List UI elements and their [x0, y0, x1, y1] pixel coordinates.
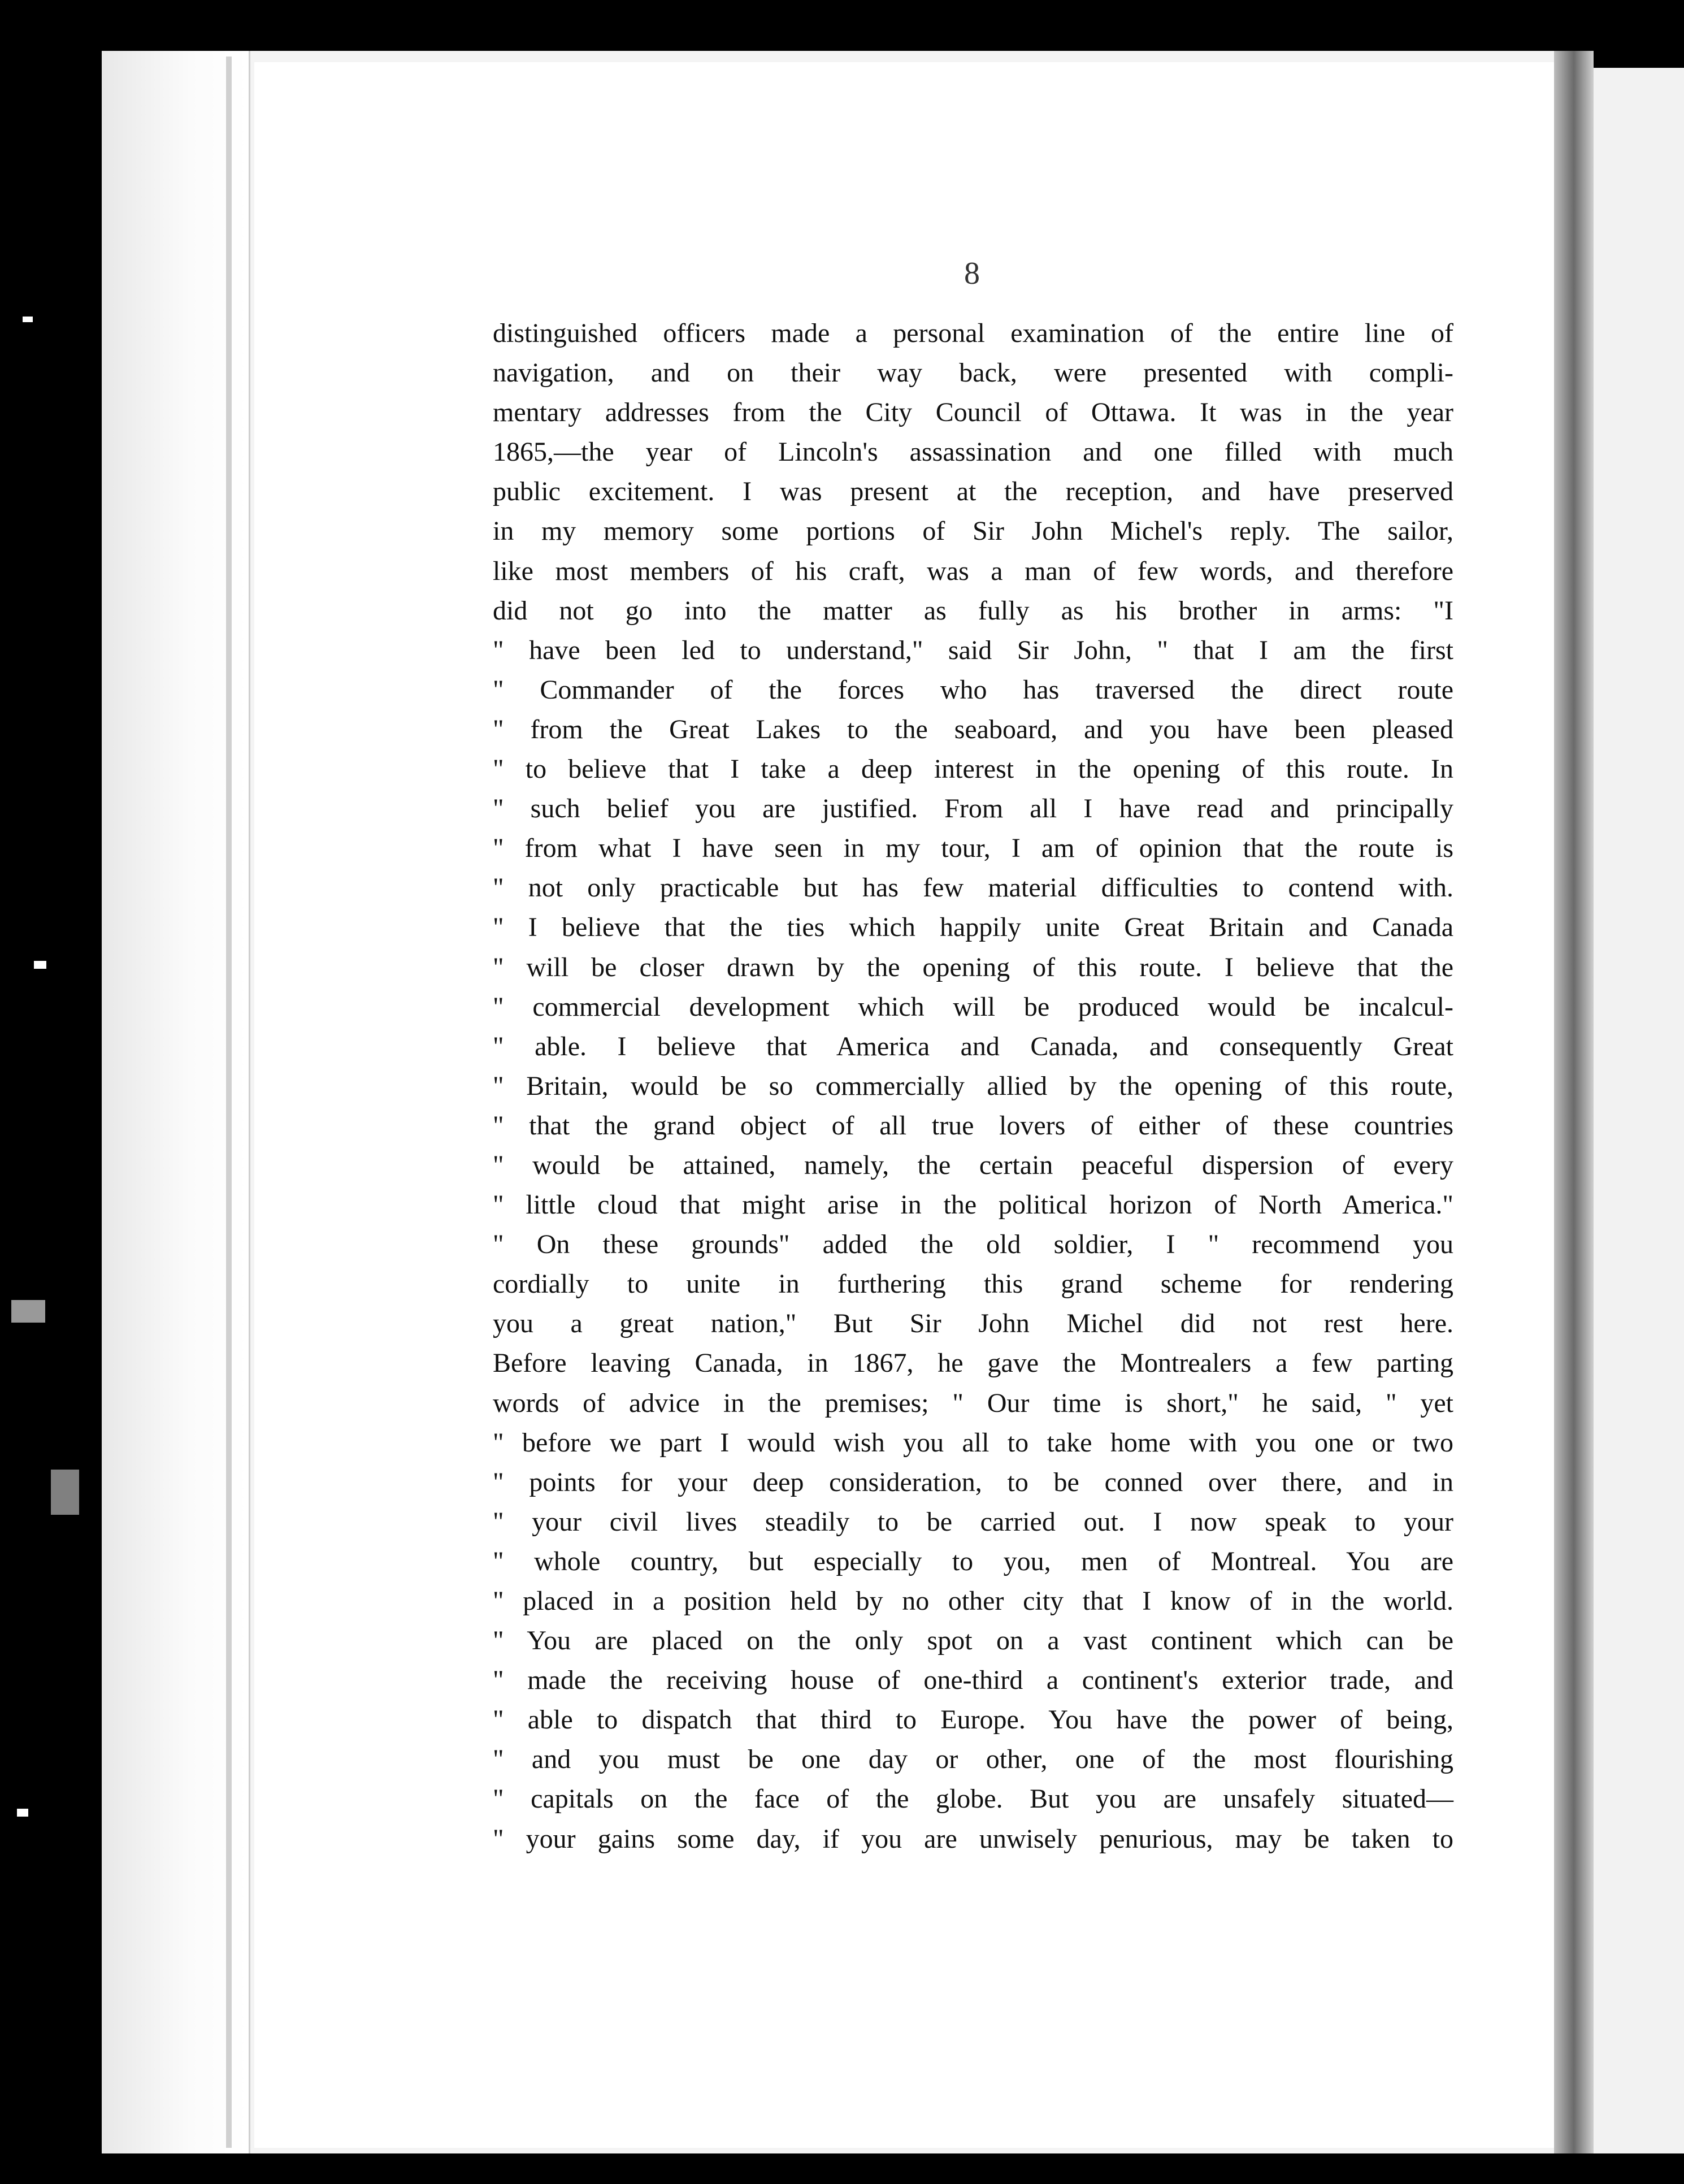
text-line: " have been led to understand," said Sir John, " that I am the first [493, 635, 1453, 665]
scan-speck [34, 961, 46, 969]
adjacent-page-edge [1594, 68, 1684, 2153]
text-line: " commercial development which will be produced would be incalcul- [493, 991, 1453, 1022]
scan-speck [11, 1300, 45, 1323]
scan-speck [17, 1809, 28, 1817]
text-line: " able to dispatch that third to Europe. You have the power of being, [493, 1705, 1453, 1735]
text-line: like most members of his craft, was a man of few words, and therefore [493, 556, 1453, 586]
text-line: " whole country, but especially to you, men of Montreal. You are [493, 1546, 1453, 1576]
text-line: " You are placed on the only spot on a vast continent which can be [493, 1626, 1453, 1656]
page-number: 8 [964, 256, 980, 291]
text-line: " from what I have seen in my tour, I am of opinion that the route is [493, 833, 1453, 864]
text-line: " and you must be one day or other, one of the most flourishing [493, 1744, 1453, 1775]
scan-speck [23, 317, 33, 322]
text-line: did not go into the matter as fully as his brother in arms: "I [493, 595, 1453, 626]
text-line: words of advice in the premises; " Our time is short," he said, " yet [493, 1388, 1453, 1418]
text-line: public excitement. I was present at the reception, and have preserved [493, 476, 1453, 507]
text-line: in my memory some portions of Sir John Michel's reply. The sailor, [493, 516, 1453, 547]
text-line: " your civil lives steadily to be carried out. I now speak to your [493, 1506, 1453, 1537]
text-line: " made the receiving house of one-third a continent's exterior trade, and [493, 1665, 1453, 1696]
text-line: 1865,—the year of Lincoln's assassination and one filled with much [493, 437, 1453, 467]
text-line: " will be closer drawn by the opening of this route. I believe that the [493, 952, 1453, 982]
text-line: " would be attained, namely, the certain peaceful dispersion of every [493, 1150, 1453, 1180]
text-line: " placed in a position held by no other city that I know of in the world. [493, 1586, 1453, 1616]
text-line: " such belief you are justified. From all I have read and principally [493, 794, 1453, 824]
text-line: " Commander of the forces who has traversed the direct route [493, 674, 1453, 705]
scan-speck [51, 1470, 79, 1515]
binding-line [226, 57, 232, 2148]
text-line: " Britain, would be so commercially allied by the opening of this route, [493, 1071, 1453, 1101]
text-line: " before we part I would wish you all to take home with you one or two [493, 1427, 1453, 1458]
text-line: " your gains some day, if you are unwisely penurious, may be taken to [493, 1823, 1453, 1854]
text-line: navigation, and on their way back, were presented with compli- [493, 358, 1453, 388]
text-line: " capitals on the face of the globe. But you are unsafely situated— [493, 1784, 1453, 1814]
text-line: " not only practicable but has few material difficulties to contend with. [493, 873, 1453, 903]
body-text [493, 314, 1453, 1859]
text-line: " points for your deep consideration, to be conned over there, and in [493, 1467, 1453, 1497]
text-line: " that the grand object of all true lovers of either of these countries [493, 1110, 1453, 1141]
text-line: " On these grounds" added the old soldier, I " recommend you [493, 1229, 1453, 1260]
text-line: " from the Great Lakes to the seaboard, and you have been pleased [493, 714, 1453, 744]
page-gutter-shadow [1554, 51, 1594, 2153]
text-line: " I believe that the ties which happily unite Great Britain and Canada [493, 912, 1453, 943]
text-line: mentary addresses from the City Council of Ottawa. It was in the year [493, 397, 1453, 428]
text-line: distinguished officers made a personal examination of the entire line of [493, 318, 1453, 348]
text-line: Before leaving Canada, in 1867, he gave the Montrealers a few parting [493, 1348, 1453, 1379]
text-line: cordially to unite in furthering this grand scheme for rendering [493, 1269, 1453, 1299]
text-line: you a great nation," But Sir John Michel did not rest here. [493, 1308, 1453, 1339]
text-line: " to believe that I take a deep interest in the opening of this route. In [493, 754, 1453, 785]
text-line: " little cloud that might arise in the political horizon of North America." [493, 1190, 1453, 1220]
text-line: " able. I believe that America and Canada, and consequently Great [493, 1031, 1453, 1061]
